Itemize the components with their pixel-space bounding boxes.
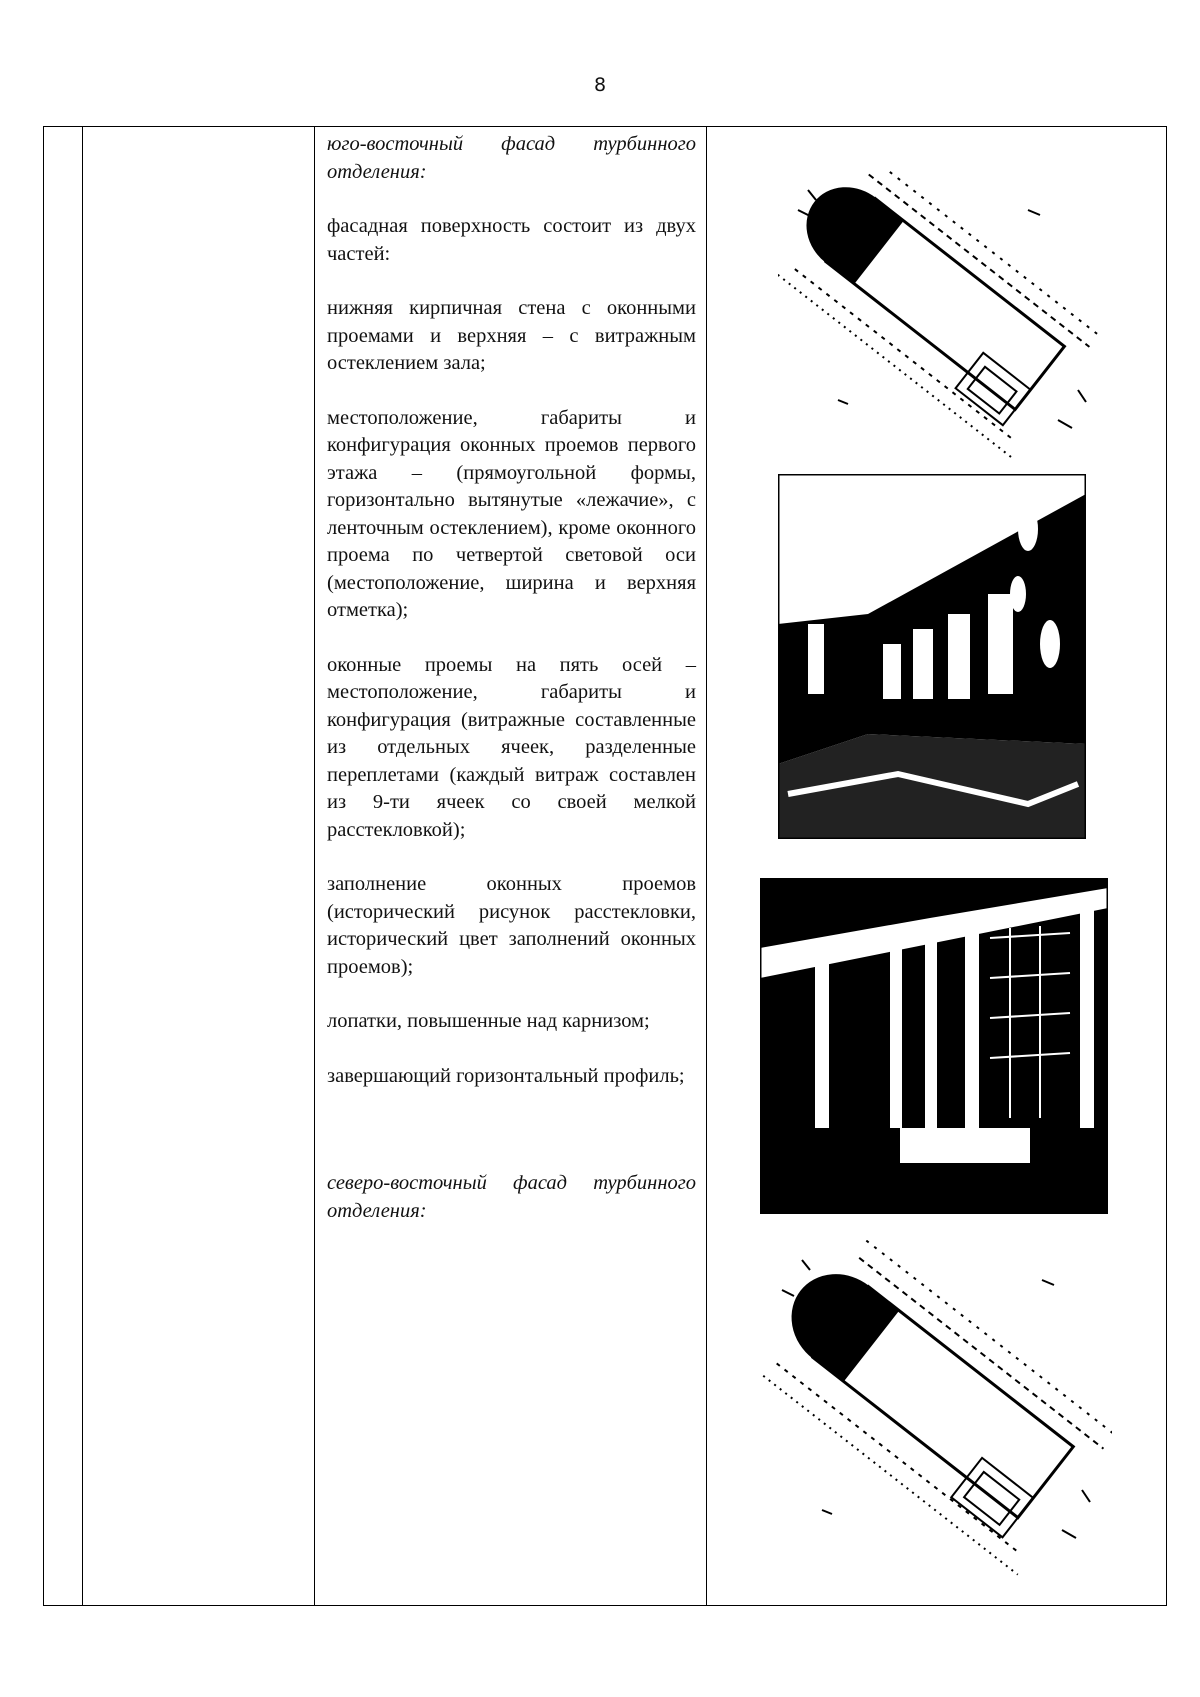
photo-icon — [778, 474, 1086, 839]
facade-photo-perspective — [778, 474, 1086, 839]
paragraph: фасадная поверхность состоит из двух частей: — [327, 215, 696, 265]
site-plan-southeast — [778, 170, 1108, 460]
paragraph: оконные проемы на пять осей – местоположение, габариты и конфигурация (витражные составленные из отдельных ячеек, разделенные переплетами (каждый витраж составлен из 9-ти ячеек со своей мелкой расстекловкой); — [327, 653, 696, 841]
paragraph: местоположение, габариты и конфигурация оконных проемов первого этажа – (прямоугольной формы, горизонтально вытянутые «лежачие», с ленточным остеклением), кроме оконного проема по четвертой световой оси (местоположение, ширина и верхняя отметка); — [327, 406, 696, 621]
section-heading-southeast: юго-восточный фасад турбинного отделения: — [327, 133, 696, 183]
site-plan-northeast — [762, 1240, 1112, 1580]
site-plan-icon — [778, 170, 1108, 460]
paragraph: завершающий горизонтальный профиль; — [327, 1064, 685, 1087]
column-divider — [706, 127, 707, 1605]
column-divider — [82, 127, 83, 1605]
photo-icon — [760, 878, 1108, 1214]
section-heading-northeast: северо-восточный фасад турбинного отделения: — [327, 1172, 696, 1222]
paragraph: нижняя кирпичная стена с оконными проемами и верхняя – с витражным остеклением зала; — [327, 297, 696, 374]
page-number: 8 — [593, 74, 607, 96]
paragraph: заполнение оконных проемов (исторический рисунок расстекловки, исторический цвет заполнений оконных проемов); — [327, 873, 696, 978]
description-column — [315, 127, 706, 1252]
facade-photo-closeup — [760, 878, 1108, 1214]
paragraph: лопатки, повышенные над карнизом; — [327, 1010, 650, 1032]
site-plan-icon — [762, 1240, 1112, 1580]
